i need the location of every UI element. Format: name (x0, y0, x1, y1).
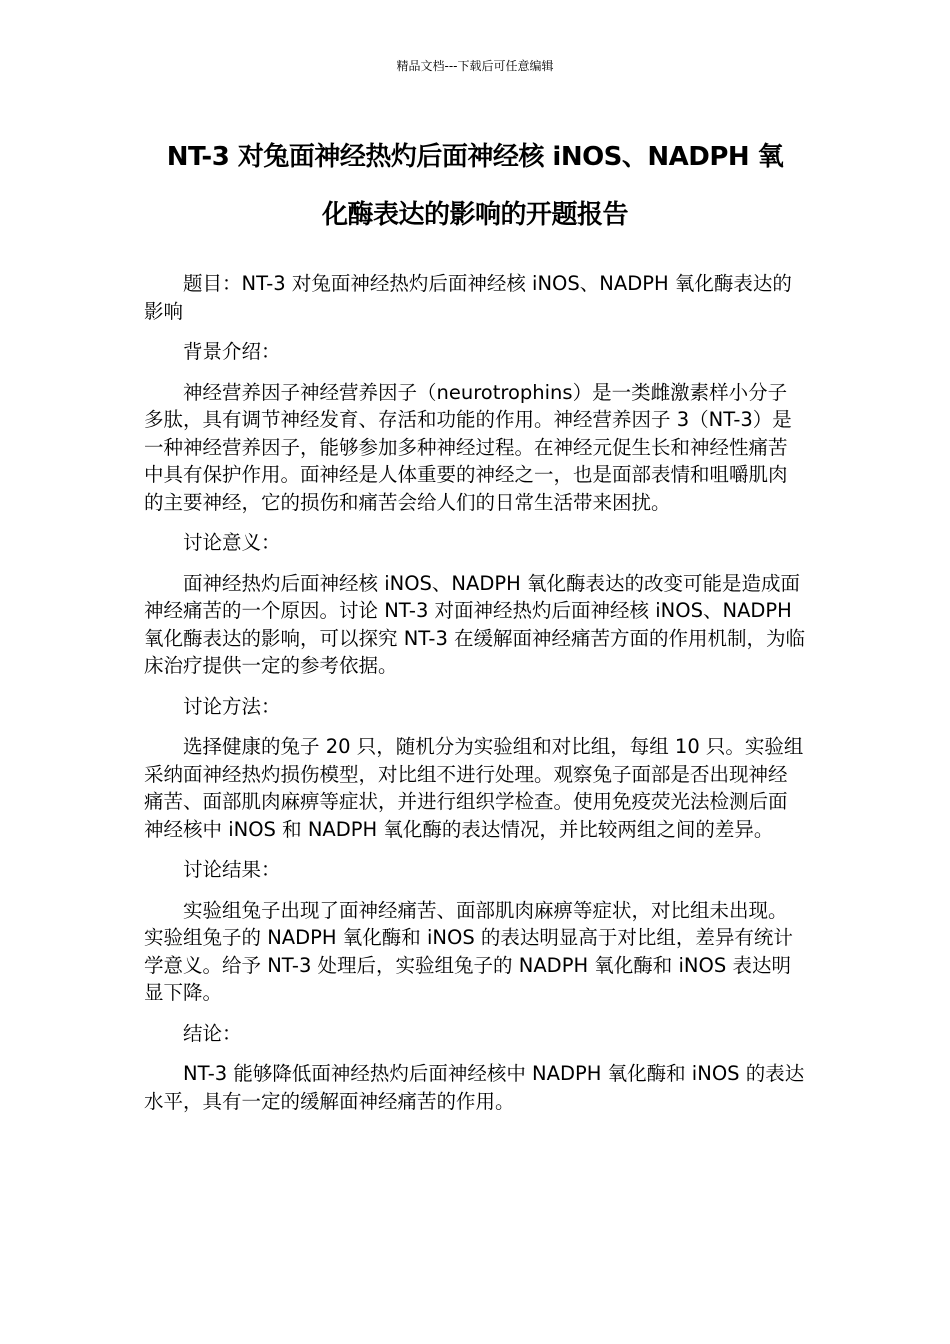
results-paragraph: 实验组兔子出现了面神经痛苦、面部肌肉麻痹等症状，对比组未出现。实验组兔子的 NADPH 氧化酶和 iNOS 的表达明显高于对比组，差异有统计学意义。给予 NT-3 处理后，实验组兔子的 NADPH 氧化酶和 iNOS 表达明显下降。 (144, 898, 793, 1004)
document-title (145, 128, 805, 244)
methods-paragraph: 选择健康的兔子 20 只，随机分为实验组和对比组，每组 10 只。实验组采纳面神经热灼损伤模型，对比组不进行处理。观察兔子面部是否出现神经痛苦、面部肌肉麻痹等症状，并进行组织学检查。使用免疫荧光法检测后面神经核中 iNOS 和 NADPH 氧化酶的表达情况，并比较两组之间的差异。 (144, 735, 804, 841)
document-body (144, 270, 806, 1115)
page-header: 精品文档---下载后可任意编辑 (396, 59, 554, 73)
section-heading-significance: 讨论意义： (183, 531, 281, 554)
title-line-1: NT-3 对兔面神经热灼后面神经核 iNOS、NADPH 氧 (166, 142, 784, 172)
title-line-2: 化酶表达的影响的开题报告 (321, 200, 628, 230)
significance-paragraph: 面神经热灼后面神经核 iNOS、NADPH 氧化酶表达的改变可能是造成面神经痛苦的一个原因。讨论 NT-3 对面神经热灼后面神经核 iNOS、NADPH 氧化酶表达的影响，可以探究 NT-3 在缓解面神经痛苦方面的作用机制，为临床治疗提供一定的参考依据。 (144, 571, 806, 677)
background-paragraph: 神经营养因子神经营养因子（neurotrophins）是一类雌激素样小分子多肽，具有调节神经发育、存活和功能的作用。神经营养因子 3（NT-3）是一种神经营养因子，能够参加多种神经过程。在神经元促生长和神经性痛苦中具有保护作用。面神经是人体重要的神经之一，也是面部表情和咀嚼肌肉的主要神经，它的损伤和痛苦会给人们的日常生活带来困扰。 (144, 380, 792, 514)
section-heading-conclusion: 结论： (183, 1021, 242, 1045)
section-heading-methods: 讨论方法： (183, 694, 281, 718)
section-heading-results: 讨论结果： (183, 858, 281, 881)
section-heading-background: 背景介绍： (183, 340, 281, 363)
topic-line: 题目：NT-3 对兔面神经热灼后面神经核 iNOS、NADPH 氧化酶表达的影响 (144, 272, 792, 323)
conclusion-paragraph: NT-3 能够降低面神经热灼后面神经核中 NADPH 氧化酶和 iNOS 的表达水平，具有一定的缓解面神经痛苦的作用。 (144, 1062, 805, 1113)
